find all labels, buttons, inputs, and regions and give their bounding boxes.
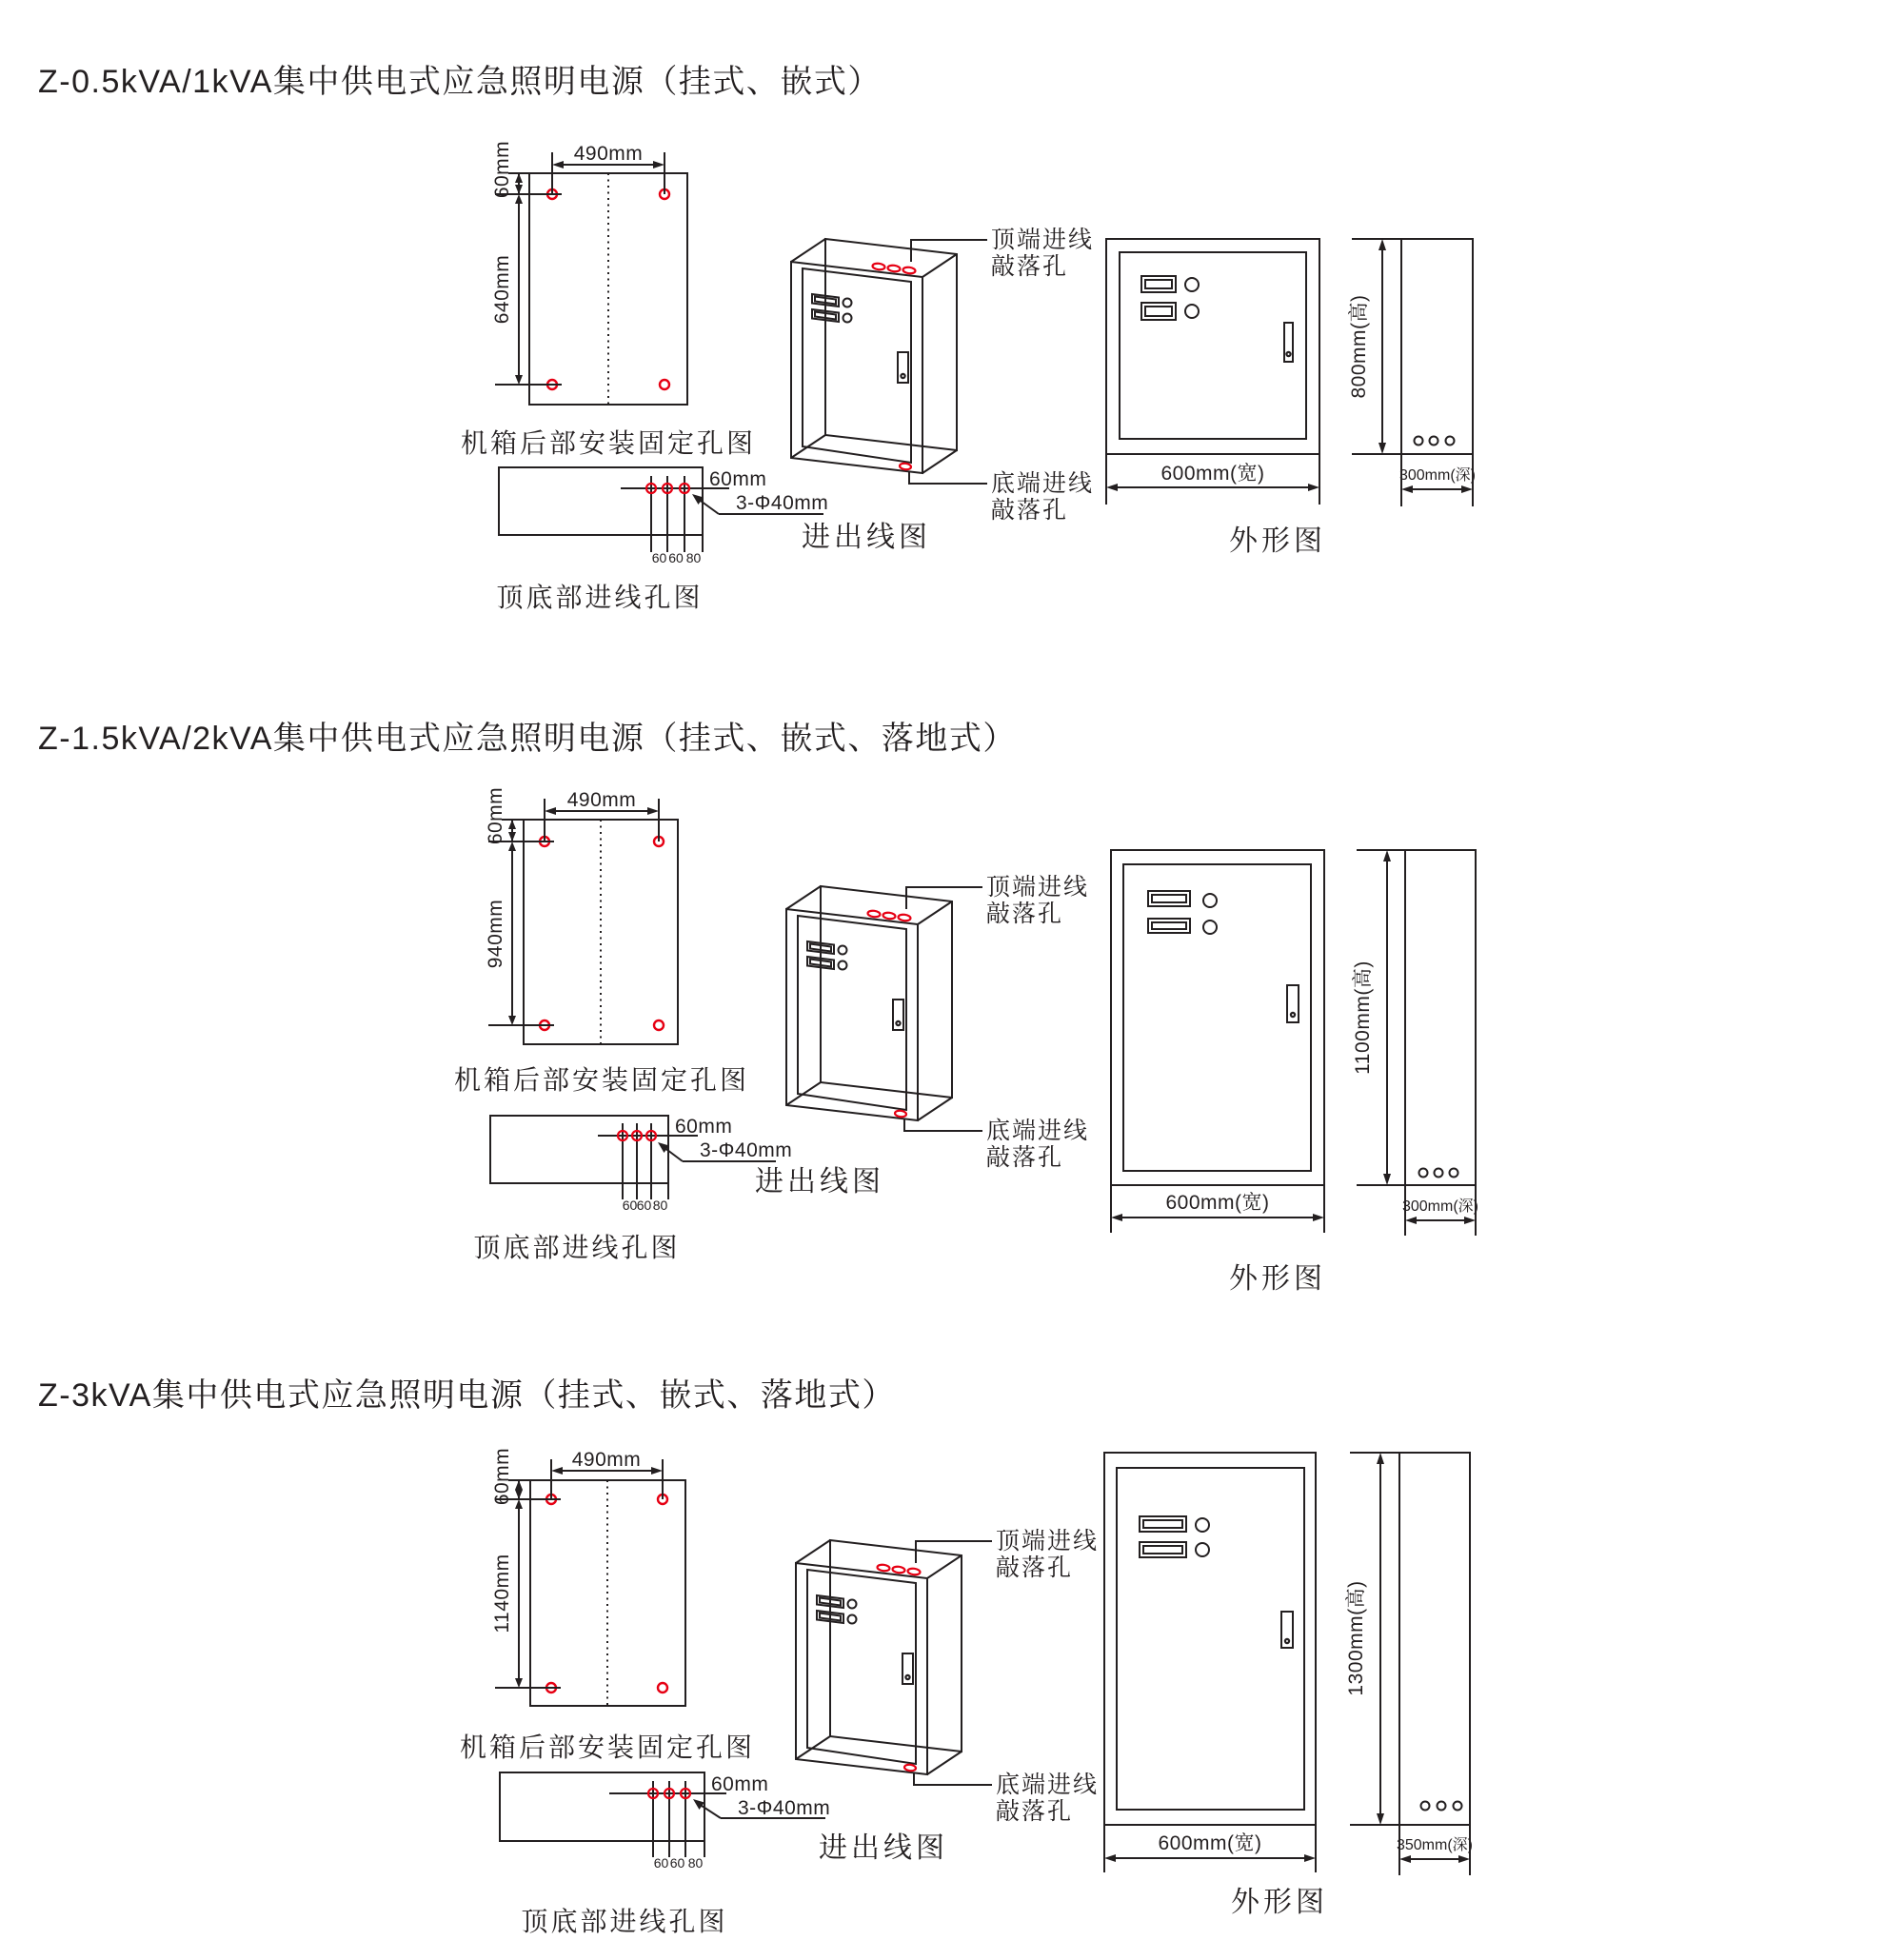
side-outline-view bbox=[1342, 228, 1509, 514]
mounting-holes-diagram bbox=[481, 131, 709, 417]
mounting-diagram-caption: 机箱后部安装固定孔图 bbox=[459, 1732, 756, 1762]
cabinet-door-outline bbox=[1117, 1468, 1304, 1810]
side-outline bbox=[1405, 850, 1476, 1185]
width-dim-label: 490mm bbox=[566, 789, 637, 811]
cabinet-wireframe bbox=[796, 1540, 962, 1774]
cabinet-wireframe bbox=[786, 886, 952, 1120]
holes-spec-label: 3-Φ40mm bbox=[700, 1139, 793, 1161]
offset-dim-label: 60mm bbox=[711, 1773, 769, 1795]
cabinet-vent-slots bbox=[807, 941, 847, 970]
plate-outline bbox=[500, 1772, 704, 1841]
front-outline-view bbox=[1090, 838, 1338, 1242]
callout-arrowhead bbox=[693, 1799, 704, 1810]
width-dim-label: 490mm bbox=[571, 1449, 642, 1471]
offset-dim-label: 60mm bbox=[709, 468, 767, 490]
mounting-holes-diagram bbox=[476, 776, 704, 1071]
front-vent-slots bbox=[1148, 891, 1217, 934]
entry-plate-caption: 顶底部进线孔图 bbox=[521, 1907, 728, 1936]
front-outline-view bbox=[1085, 228, 1333, 514]
cabinet-3d-diagram bbox=[762, 871, 1142, 1195]
bottom-knockout-label: 敲落孔 bbox=[986, 1144, 1064, 1171]
entry-plate-caption: 顶底部进线孔图 bbox=[496, 583, 704, 612]
side-outline bbox=[1401, 239, 1473, 454]
height-dim-label: 640mm bbox=[491, 254, 513, 325]
front-door-handle bbox=[1284, 323, 1293, 362]
bottom-knockout-label: 底端进线 bbox=[986, 1118, 1090, 1144]
width-dim-label: 490mm bbox=[573, 143, 644, 165]
outline-caption: 外形图 bbox=[1231, 1887, 1328, 1918]
depth-dim-label: 300mm(深) bbox=[1401, 1198, 1479, 1215]
depth-dim-label: 350mm(深) bbox=[1396, 1837, 1474, 1853]
cabinet-door-handle bbox=[902, 1653, 913, 1684]
cabinet-door-handle bbox=[898, 352, 908, 383]
cabinet-diagram-caption: 进出线图 bbox=[755, 1166, 884, 1198]
top-offset-dim-label: 60mm bbox=[485, 786, 506, 845]
height-dim-label: 1140mm bbox=[491, 1554, 513, 1633]
offset-dim-label: 60mm bbox=[675, 1116, 733, 1138]
side-vent-holes bbox=[1421, 1802, 1462, 1811]
holes-spec-label: 3-Φ40mm bbox=[736, 492, 829, 514]
top-knockout-label: 敲落孔 bbox=[996, 1554, 1074, 1581]
width-dim-label: 600mm(宽) bbox=[1160, 463, 1265, 485]
mounting-holes-diagram bbox=[481, 1435, 709, 1731]
bottom-knockout-label: 敲落孔 bbox=[991, 497, 1069, 524]
front-vent-slots bbox=[1141, 276, 1199, 320]
mounting-diagram-caption: 机箱后部安装固定孔图 bbox=[453, 1065, 750, 1095]
tick-label: 60 bbox=[651, 550, 667, 565]
callout-leader bbox=[699, 1804, 721, 1818]
outline-caption: 外形图 bbox=[1229, 525, 1326, 557]
side-outline bbox=[1399, 1453, 1470, 1825]
tick-label: 60 bbox=[636, 1198, 652, 1213]
side-outline-view bbox=[1347, 838, 1514, 1242]
tick-label: 60 bbox=[622, 1198, 638, 1213]
tick-label: 60 bbox=[669, 1855, 685, 1871]
cabinet-diagram-caption: 进出线图 bbox=[819, 1832, 948, 1864]
width-dim-label: 600mm(宽) bbox=[1158, 1832, 1262, 1854]
front-vent-slots bbox=[1140, 1516, 1209, 1557]
top-knockout-label: 敲落孔 bbox=[986, 901, 1064, 927]
cabinet-outer-outline bbox=[1106, 239, 1319, 454]
bottom-knockout-label: 敲落孔 bbox=[996, 1798, 1074, 1825]
depth-dim-label: 300mm(深) bbox=[1398, 467, 1477, 484]
front-door-handle bbox=[1281, 1612, 1293, 1648]
side-vent-holes bbox=[1419, 1169, 1458, 1178]
holes-spec-label: 3-Φ40mm bbox=[738, 1797, 831, 1819]
tick-label: 60 bbox=[668, 550, 684, 565]
bottom-knockout-hole bbox=[895, 1110, 907, 1118]
section-2-title: Z-1.5kVA/2kVA集中供电式应急照明电源（挂式、嵌式、落地式） bbox=[38, 721, 1017, 757]
bottom-knockout-hole bbox=[900, 463, 912, 470]
mounting-diagram-caption: 机箱后部安装固定孔图 bbox=[460, 428, 757, 458]
front-door-handle bbox=[1287, 985, 1299, 1022]
entry-plate-caption: 顶底部进线孔图 bbox=[473, 1233, 681, 1262]
cabinet-outer-outline bbox=[1104, 1453, 1316, 1825]
top-knockout-label: 敲落孔 bbox=[991, 253, 1069, 280]
backplate-outline bbox=[529, 173, 687, 405]
height-dim-label: 800mm(高) bbox=[1348, 294, 1370, 399]
top-offset-dim-label: 60mm bbox=[491, 1447, 513, 1506]
side-outline-view bbox=[1342, 1442, 1509, 1885]
top-offset-dim-label: 60mm bbox=[491, 140, 513, 199]
dimension-arrowheads bbox=[508, 807, 659, 1025]
cabinet-door-handle bbox=[893, 1000, 903, 1030]
bottom-knockout-label: 底端进线 bbox=[996, 1772, 1100, 1798]
top-knockout-label: 顶端进线 bbox=[986, 874, 1090, 901]
cabinet-vent-slots bbox=[812, 294, 852, 323]
cabinet-diagram-caption: 进出线图 bbox=[802, 522, 931, 553]
height-dim-label: 1100mm(高) bbox=[1352, 960, 1374, 1075]
plate-outline bbox=[490, 1116, 668, 1183]
cabinet-wireframe bbox=[791, 239, 957, 473]
top-knockout-label: 顶端进线 bbox=[996, 1528, 1100, 1554]
plate-outline bbox=[499, 467, 703, 535]
front-outline-view bbox=[1085, 1442, 1333, 1880]
cabinet-door-outline bbox=[1123, 864, 1311, 1171]
tick-label: 80 bbox=[685, 550, 702, 565]
side-vent-holes bbox=[1415, 437, 1455, 445]
cabinet-vent-slots bbox=[817, 1595, 857, 1624]
bottom-knockout-hole bbox=[904, 1764, 917, 1772]
mounting-holes bbox=[540, 837, 664, 1030]
top-knockout-label: 顶端进线 bbox=[991, 227, 1095, 253]
bottom-knockout-label: 底端进线 bbox=[991, 470, 1095, 497]
callout-leader bbox=[698, 499, 719, 514]
outline-caption: 外形图 bbox=[1229, 1263, 1326, 1295]
height-dim-label: 940mm bbox=[485, 899, 506, 969]
section-3-title: Z-3kVA集中供电式应急照明电源（挂式、嵌式、落地式） bbox=[38, 1377, 896, 1414]
tick-label: 80 bbox=[687, 1855, 704, 1871]
tick-label: 80 bbox=[652, 1198, 668, 1213]
section-1-title: Z-0.5kVA/1kVA集中供电式应急照明电源（挂式、嵌式） bbox=[38, 64, 882, 100]
width-dim-label: 600mm(宽) bbox=[1165, 1192, 1270, 1214]
height-dim-label: 1300mm(高) bbox=[1345, 1580, 1367, 1696]
tick-label: 60 bbox=[653, 1855, 669, 1871]
